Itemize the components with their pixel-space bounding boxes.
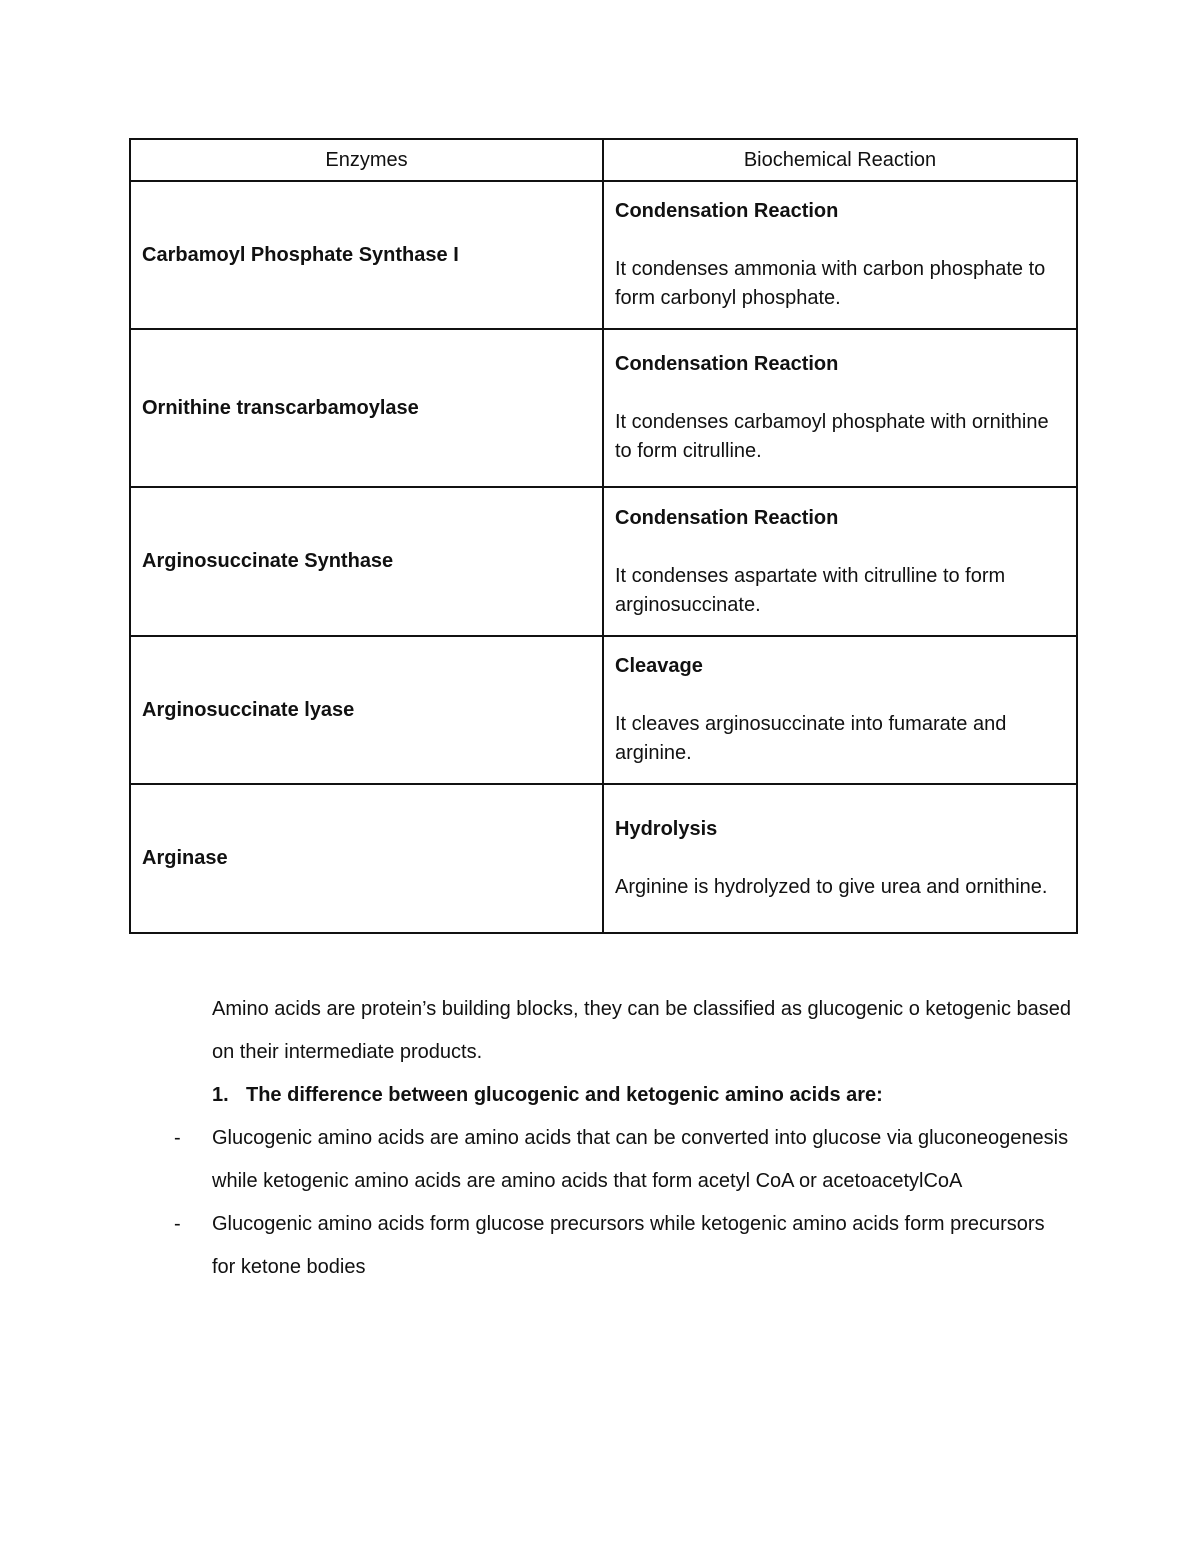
table-row bbox=[130, 784, 1077, 933]
bullet-dash: - bbox=[174, 1127, 181, 1149]
reaction-description: It condenses aspartate with citrulline to form arginosuccinate. bbox=[615, 564, 1006, 616]
question-heading bbox=[212, 1074, 1072, 1117]
question-text: The difference between glucogenic and ketogenic amino acids are: bbox=[246, 1084, 883, 1106]
enzyme-cell bbox=[130, 784, 603, 933]
enzyme-name: Ornithine transcarbamoylase bbox=[142, 396, 419, 419]
reaction-type: Cleavage bbox=[615, 655, 703, 677]
list-item bbox=[174, 1117, 1072, 1203]
reaction-cell bbox=[603, 636, 1077, 784]
table-row bbox=[130, 636, 1077, 784]
enzyme-cell bbox=[130, 181, 603, 329]
enzyme-cell bbox=[130, 329, 603, 487]
enzyme-cell bbox=[130, 636, 603, 784]
reaction-cell bbox=[603, 329, 1077, 487]
question-number: 1. bbox=[212, 1084, 229, 1106]
table-row bbox=[130, 329, 1077, 487]
intro-paragraph: Amino acids are protein’s building blocks, they can be classified as glucogenic o ketogenic based on their intermediate products. bbox=[212, 998, 1072, 1063]
reaction-description: Arginine is hydrolyzed to give urea and ornithine. bbox=[615, 876, 1048, 898]
reaction-description: It condenses ammonia with carbon phosphate to form carbonyl phosphate. bbox=[615, 258, 1046, 309]
reaction-cell bbox=[603, 487, 1077, 636]
enzyme-reaction-table bbox=[129, 138, 1078, 934]
table-header-row bbox=[130, 139, 1077, 181]
bullet-dash: - bbox=[174, 1213, 181, 1235]
bullet-text: Glucogenic amino acids are amino acids that can be converted into glucose via gluconeogenesis while ketogenic amino acids are amino acids that form acetyl CoA or acetoacetylCoA bbox=[212, 1127, 1069, 1192]
enzyme-name: Carbamoyl Phosphate Synthase I bbox=[142, 243, 459, 266]
reaction-cell bbox=[603, 181, 1077, 329]
reaction-type: Condensation Reaction bbox=[615, 506, 839, 529]
body-text bbox=[174, 988, 1072, 1289]
enzyme-cell bbox=[130, 487, 603, 636]
reaction-description: It cleaves arginosuccinate into fumarate and arginine. bbox=[615, 713, 1007, 764]
header-biochemical-reaction: Biochemical Reaction bbox=[603, 139, 1077, 181]
table-row bbox=[130, 181, 1077, 329]
list-item bbox=[174, 1203, 1072, 1289]
header-enzymes: Enzymes bbox=[130, 139, 603, 181]
reaction-cell bbox=[603, 784, 1077, 933]
reaction-type: Condensation Reaction bbox=[615, 353, 839, 375]
reaction-description: It condenses carbamoyl phosphate with ornithine to form citrulline. bbox=[615, 411, 1049, 462]
table-row bbox=[130, 487, 1077, 636]
enzyme-name: Arginase bbox=[142, 847, 228, 869]
bullet-text: Glucogenic amino acids form glucose precursors while ketogenic amino acids form precursors for ketone bodies bbox=[212, 1213, 1045, 1278]
enzyme-name: Arginosuccinate Synthase bbox=[142, 550, 394, 572]
reaction-type: Hydrolysis bbox=[615, 818, 718, 840]
reaction-type: Condensation Reaction bbox=[615, 200, 839, 222]
enzyme-name: Arginosuccinate lyase bbox=[142, 698, 355, 721]
